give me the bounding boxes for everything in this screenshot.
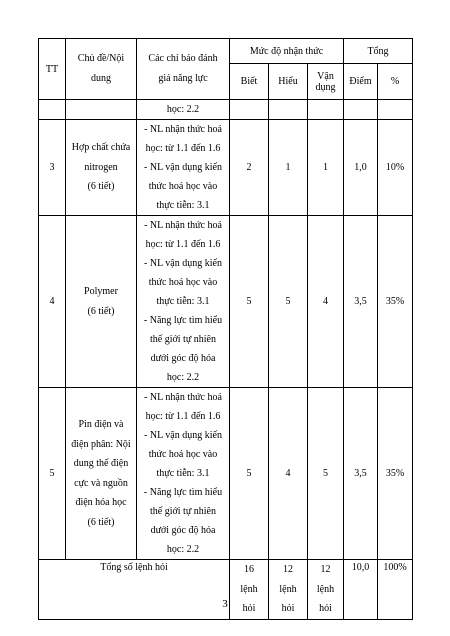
- row-topic-line: nitrogen: [84, 161, 118, 173]
- header-total-group: Tổng: [344, 39, 413, 64]
- header-topic-line2: dung: [91, 73, 111, 84]
- row-topic: [66, 388, 137, 560]
- total-apply: [308, 560, 344, 620]
- header-criteria: [137, 39, 230, 100]
- row-topic: [66, 120, 137, 216]
- row-topic-line: Polymer: [84, 286, 118, 297]
- table-row: [39, 120, 413, 216]
- row-know: 5: [230, 216, 269, 388]
- table-row: [39, 388, 413, 560]
- row-apply: 5: [308, 388, 344, 560]
- total-score: 10,0: [344, 560, 378, 620]
- header-topic-line1: Chủ đề/Nội: [77, 53, 125, 64]
- total-know-line: lệnh: [240, 583, 258, 595]
- header-level-group: Mức độ nhận thức: [230, 39, 344, 64]
- row-topic: [66, 216, 137, 388]
- competency-matrix-table: [38, 38, 413, 620]
- row-apply: 4: [308, 216, 344, 388]
- row-percent: 35%: [378, 216, 413, 388]
- total-apply-line: hỏi: [319, 603, 332, 614]
- row-topic-line: Pin điện và: [78, 419, 124, 430]
- row-know: 2: [230, 120, 269, 216]
- header-topic: [66, 39, 137, 100]
- row-topic-line: (6 tiết): [87, 305, 115, 317]
- total-understand-line: lệnh: [279, 583, 297, 595]
- row-score: 1,0: [344, 120, 378, 216]
- row-percent: 10%: [378, 120, 413, 216]
- total-know: [230, 560, 269, 620]
- total-know-line: hỏi: [242, 603, 256, 614]
- table-row: [39, 216, 413, 388]
- header-apply-line2: dụng: [315, 81, 336, 93]
- row-topic-line: cực và nguồn: [74, 477, 128, 489]
- total-apply-line: 12: [320, 564, 331, 575]
- header-criteria-line2: giá năng lực: [158, 73, 208, 84]
- row-percent: [378, 100, 413, 120]
- header-percent: %: [378, 64, 413, 100]
- row-criteria: - NL nhận thức hoá học: từ 1.1 đến 1.6 - NL vận dụng kiến thức hoá học vào thực tiễn: 3.1: [137, 120, 230, 216]
- header-understand: Hiểu: [269, 64, 308, 100]
- row-score: [344, 100, 378, 120]
- total-apply-line: lệnh: [316, 583, 335, 595]
- page-number: 3: [222, 598, 228, 610]
- row-know: 5: [230, 388, 269, 560]
- row-score: 3,5: [344, 216, 378, 388]
- total-label: Tổng số lệnh hỏi: [39, 560, 230, 620]
- row-understand: 5: [269, 216, 308, 388]
- header-score: Điểm: [344, 64, 378, 100]
- header-apply: [308, 64, 344, 100]
- row-know: [230, 100, 269, 120]
- table-row: [39, 100, 413, 120]
- row-score: 3,5: [344, 388, 378, 560]
- row-criteria: - NL nhận thức hoá học: từ 1.1 đến 1.6 - NL vận dụng kiến thức hoá học vào thực tiễn: 3.1 - Năng lực tìm hiểu thế giới tự nhiên dưới góc độ hóa học: 2.2: [137, 388, 230, 560]
- row-understand: 1: [269, 120, 308, 216]
- total-understand: [269, 560, 308, 620]
- header-apply-line1: Vận: [317, 70, 334, 82]
- row-apply: 1: [308, 120, 344, 216]
- row-apply: [308, 100, 344, 120]
- row-topic-line: Hợp chất chứa: [71, 142, 131, 154]
- header-criteria-line1: Các chỉ báo đánh: [148, 53, 218, 64]
- row-topic: [66, 100, 137, 120]
- total-row: [39, 560, 413, 620]
- row-topic-line: điện phân: Nội: [71, 438, 131, 450]
- row-criteria: - NL nhận thức hoá học: từ 1.1 đến 1.6 - NL vận dụng kiến thức hoá học vào thực tiễn: 3.1 - Năng lực tìm hiểu thế giới tự nhiên dưới góc độ hóa học: 2.2: [137, 216, 230, 388]
- total-understand-line: 12: [283, 564, 293, 575]
- header-row-1: [39, 39, 413, 64]
- row-understand: 4: [269, 388, 308, 560]
- header-know: Biết: [230, 64, 269, 100]
- row-criteria: học: 2.2: [137, 100, 230, 120]
- row-tt: 4: [39, 216, 66, 388]
- total-percent: 100%: [378, 560, 413, 620]
- total-understand-line: hỏi: [281, 603, 295, 614]
- row-topic-line: (6 tiết): [87, 516, 115, 528]
- total-know-line: 16: [244, 564, 254, 575]
- row-understand: [269, 100, 308, 120]
- row-topic-line: (6 tiết): [87, 181, 115, 193]
- header-tt: TT: [39, 39, 66, 100]
- row-topic-line: điện hóa học: [75, 497, 127, 508]
- row-tt: [39, 100, 66, 120]
- row-topic-line: dung thế điện: [73, 458, 129, 469]
- row-tt: 3: [39, 120, 66, 216]
- row-tt: 5: [39, 388, 66, 560]
- row-percent: 35%: [378, 388, 413, 560]
